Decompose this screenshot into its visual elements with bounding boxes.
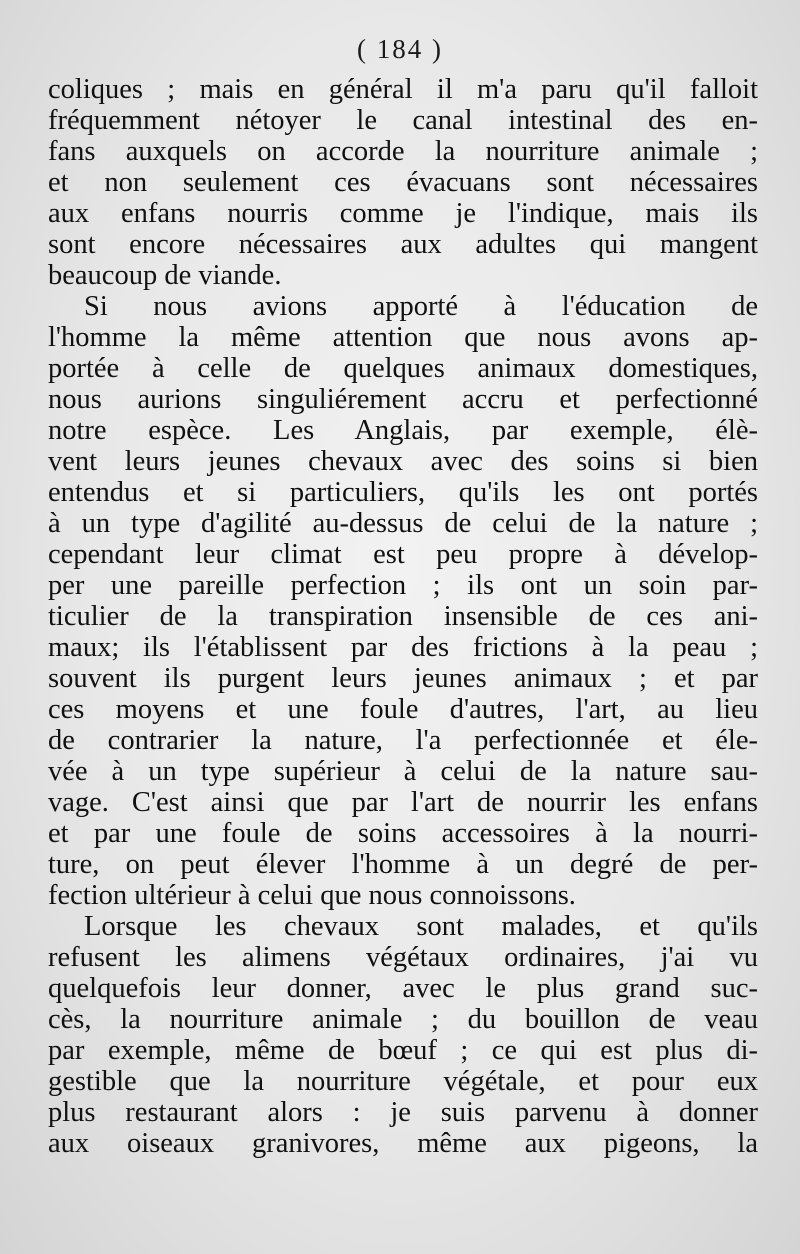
text-line: entendus et si particuliers, qu'ils les ont portés bbox=[48, 477, 758, 508]
text-line: portée à celle de quelques animaux domestiques, bbox=[48, 353, 758, 384]
text-line: sont encore nécessaires aux adultes qui mangent bbox=[48, 229, 758, 260]
text-line: à un type d'agilité au-dessus de celui de la nature ; bbox=[48, 508, 758, 539]
text-line: cès, la nourriture animale ; du bouillon de veau bbox=[48, 1004, 758, 1035]
text-line: cependant leur climat est peu propre à dévelop- bbox=[48, 539, 758, 570]
text-line: notre espèce. Les Anglais, par exemple, élè- bbox=[48, 415, 758, 446]
text-line: fection ultérieur à celui que nous connoissons. bbox=[48, 880, 576, 911]
text-line: ticulier de la transpiration insensible de ces ani- bbox=[48, 601, 758, 632]
text-line: plus restaurant alors : je suis parvenu à donner bbox=[48, 1097, 758, 1128]
text-line: par exemple, même de bœuf ; ce qui est plus di- bbox=[48, 1035, 758, 1066]
text-line: vage. C'est ainsi que par l'art de nourrir les enfans bbox=[48, 787, 758, 818]
text-line: nous aurions singuliérement accru et perfectionné bbox=[48, 384, 758, 415]
text-line: aux enfans nourris comme je l'indique, mais ils bbox=[48, 198, 758, 229]
text-line: l'homme la même attention que nous avons ap- bbox=[48, 322, 758, 353]
text-line: et non seulement ces évacuans sont nécessaires bbox=[48, 167, 758, 198]
text-line: quelquefois leur donner, avec le plus grand suc- bbox=[48, 973, 758, 1004]
text-line: Lorsque les chevaux sont malades, et qu'ils bbox=[84, 911, 758, 942]
text-line: de contrarier la nature, l'a perfectionnée et éle- bbox=[48, 725, 758, 756]
text-line: vent leurs jeunes chevaux avec des soins si bien bbox=[48, 446, 758, 477]
text-line: vée à un type supérieur à celui de la nature sau- bbox=[48, 756, 758, 787]
text-body bbox=[48, 74, 758, 1159]
text-line: beaucoup de viande. bbox=[48, 260, 282, 291]
text-line: gestible que la nourriture végétale, et pour eux bbox=[48, 1066, 758, 1097]
text-line: maux; ils l'établissent par des frictions à la peau ; bbox=[48, 632, 758, 663]
text-line: fréquemment nétoyer le canal intestinal des en- bbox=[48, 105, 758, 136]
text-line: coliques ; mais en général il m'a paru qu'il falloit bbox=[48, 74, 758, 105]
text-line: fans auxquels on accorde la nourriture animale ; bbox=[48, 136, 758, 167]
text-line: aux oiseaux granivores, même aux pigeons, la bbox=[48, 1128, 758, 1159]
text-line: refusent les alimens végétaux ordinaires, j'ai vu bbox=[48, 942, 758, 973]
page-number: ( 184 ) bbox=[357, 34, 443, 64]
text-line: et par une foule de soins accessoires à la nourri- bbox=[48, 818, 758, 849]
text-line: ces moyens et une foule d'autres, l'art, au lieu bbox=[48, 694, 758, 725]
text-line: per une pareille perfection ; ils ont un soin par- bbox=[48, 570, 758, 601]
text-line: souvent ils purgent leurs jeunes animaux ; et par bbox=[48, 663, 758, 694]
text-line: Si nous avions apporté à l'éducation de bbox=[84, 291, 758, 322]
text-line: ture, on peut élever l'homme à un degré de per- bbox=[48, 849, 758, 880]
